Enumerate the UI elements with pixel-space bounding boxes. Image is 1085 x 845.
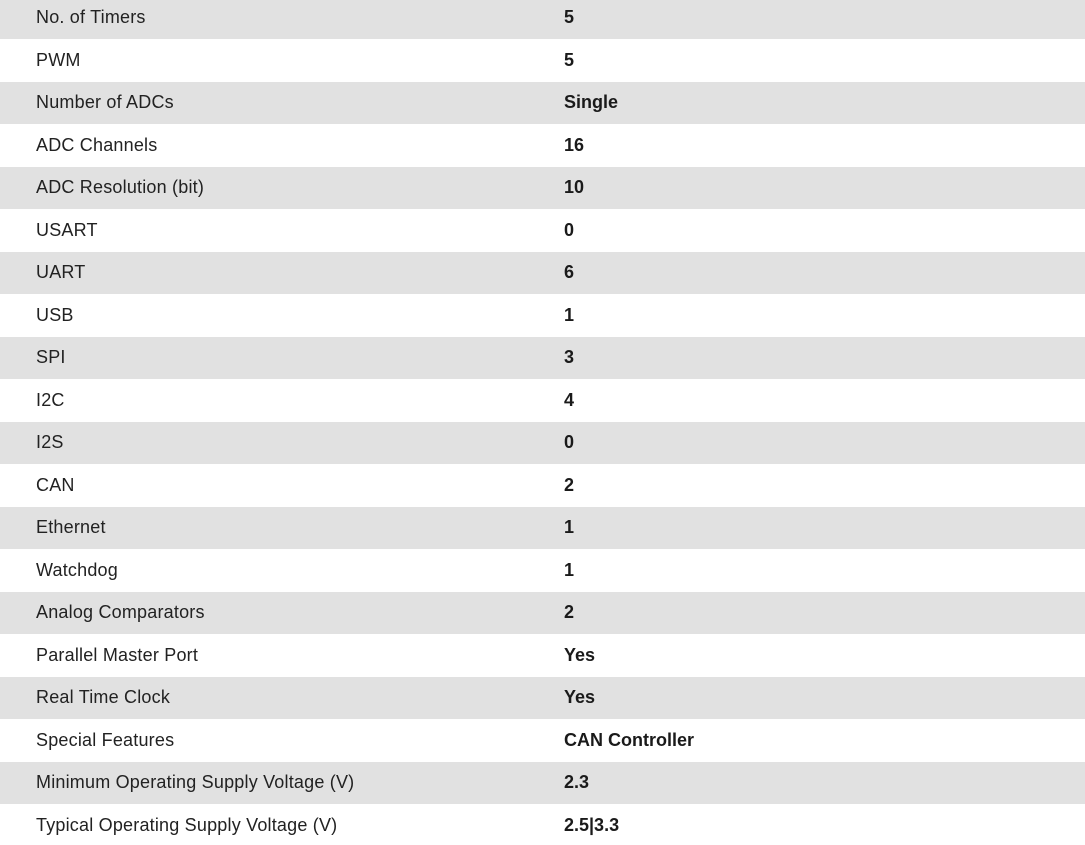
spec-value: 0: [564, 422, 1085, 465]
spec-label: Real Time Clock: [0, 677, 564, 720]
spec-label: SPI: [0, 337, 564, 380]
spec-value: 2.5|3.3: [564, 804, 1085, 845]
spec-value: 2.3: [564, 762, 1085, 805]
spec-value: Yes: [564, 677, 1085, 720]
table-row: [0, 592, 1085, 635]
spec-label: CAN: [0, 464, 564, 507]
table-row: [0, 39, 1085, 82]
spec-label: Minimum Operating Supply Voltage (V): [0, 762, 564, 805]
table-row: [0, 294, 1085, 337]
spec-label: Number of ADCs: [0, 82, 564, 125]
spec-value: 1: [564, 294, 1085, 337]
table-row: [0, 379, 1085, 422]
spec-label: PWM: [0, 39, 564, 82]
spec-value: 4: [564, 379, 1085, 422]
table-row: [0, 464, 1085, 507]
table-row: [0, 422, 1085, 465]
spec-value: 2: [564, 464, 1085, 507]
table-row: [0, 634, 1085, 677]
table-row: [0, 762, 1085, 805]
spec-value: 5: [564, 0, 1085, 39]
spec-value: Single: [564, 82, 1085, 125]
spec-label: Watchdog: [0, 549, 564, 592]
table-row: [0, 82, 1085, 125]
spec-value: 1: [564, 507, 1085, 550]
spec-label: Analog Comparators: [0, 592, 564, 635]
spec-label: Special Features: [0, 719, 564, 762]
table-row: [0, 804, 1085, 845]
spec-label: No. of Timers: [0, 0, 564, 39]
spec-value: 10: [564, 167, 1085, 210]
spec-label: I2C: [0, 379, 564, 422]
spec-label: Ethernet: [0, 507, 564, 550]
table-row: [0, 719, 1085, 762]
spec-value: 5: [564, 39, 1085, 82]
spec-value: 16: [564, 124, 1085, 167]
table-row: [0, 209, 1085, 252]
table-row: [0, 252, 1085, 295]
spec-value: 3: [564, 337, 1085, 380]
spec-label: ADC Resolution (bit): [0, 167, 564, 210]
spec-label: ADC Channels: [0, 124, 564, 167]
table-row: [0, 677, 1085, 720]
table-row: [0, 124, 1085, 167]
spec-value: 0: [564, 209, 1085, 252]
spec-label: UART: [0, 252, 564, 295]
spec-value: 6: [564, 252, 1085, 295]
spec-value: CAN Controller: [564, 719, 1085, 762]
spec-value: Yes: [564, 634, 1085, 677]
table-row: [0, 507, 1085, 550]
table-row: [0, 337, 1085, 380]
spec-label: Parallel Master Port: [0, 634, 564, 677]
table-row: [0, 167, 1085, 210]
spec-label: USART: [0, 209, 564, 252]
table-row: [0, 549, 1085, 592]
spec-label: Typical Operating Supply Voltage (V): [0, 804, 564, 845]
spec-label: I2S: [0, 422, 564, 465]
spec-value: 2: [564, 592, 1085, 635]
table-row: [0, 0, 1085, 39]
spec-value: 1: [564, 549, 1085, 592]
spec-label: USB: [0, 294, 564, 337]
